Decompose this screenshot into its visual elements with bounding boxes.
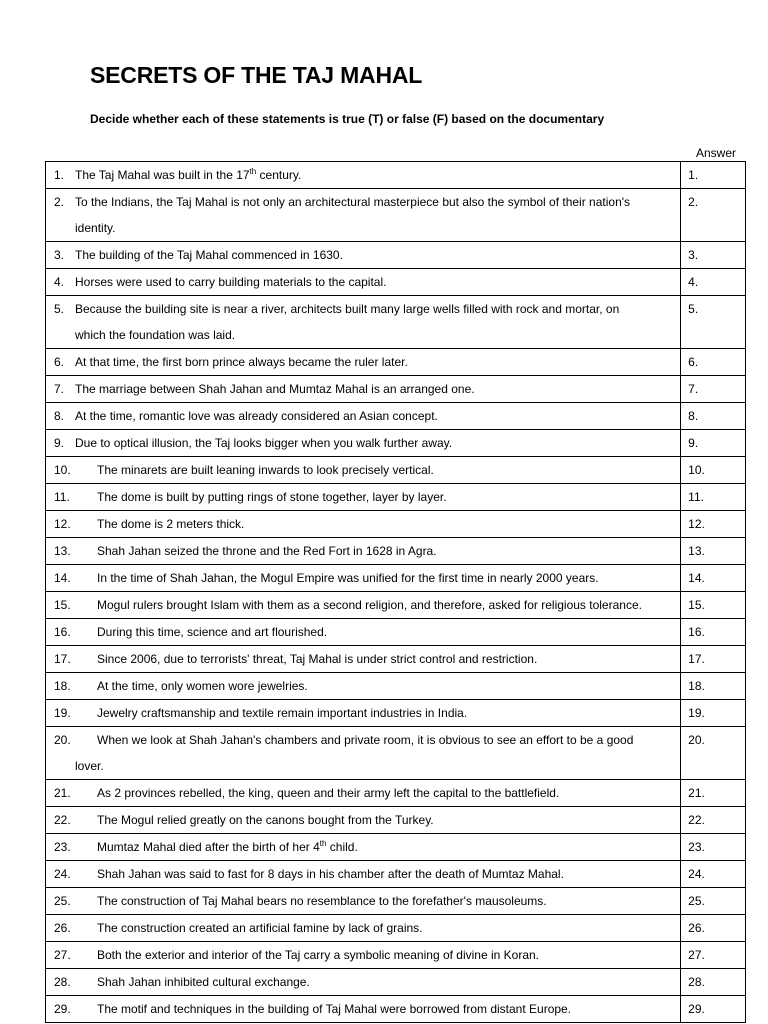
answer-cell[interactable]: 24. <box>681 861 746 888</box>
table-row <box>46 727 746 780</box>
answer-cell[interactable]: 25. <box>681 888 746 915</box>
ordinal-superscript: th <box>319 839 327 848</box>
statement-text-end: child. <box>326 840 358 854</box>
statement-number: 9. <box>54 436 65 450</box>
ordinal-superscript: th <box>249 167 257 176</box>
statement-cell <box>46 376 681 403</box>
page-title: SECRETS OF THE TAJ MAHAL <box>90 62 423 88</box>
statement-cell <box>46 780 681 807</box>
answer-cell[interactable]: 4. <box>681 269 746 296</box>
answer-cell[interactable]: 29. <box>681 996 746 1023</box>
statement-text: During this time, science and art flourished. <box>97 625 328 639</box>
table-row <box>46 189 746 242</box>
statement-text: The Mogul relied greatly on the canons bought from the Turkey. <box>97 813 434 827</box>
statement-cell <box>46 915 681 942</box>
statement-text: Jewelry craftsmanship and textile remain important industries in India. <box>97 706 468 720</box>
answer-cell[interactable]: 2. <box>681 189 746 242</box>
statement-number: 19. <box>54 706 71 720</box>
answer-cell[interactable]: 1. <box>681 162 746 189</box>
table-row <box>46 242 746 269</box>
answer-cell[interactable]: 5. <box>681 296 746 349</box>
table-row <box>46 619 746 646</box>
answer-cell[interactable]: 27. <box>681 942 746 969</box>
statement-number: 20. <box>54 733 71 747</box>
answer-cell[interactable]: 23. <box>681 834 746 861</box>
answer-cell[interactable]: 7. <box>681 376 746 403</box>
statement-cell <box>46 538 681 565</box>
statement-text: Mogul rulers brought Islam with them as a second religion, and therefore, asked for religious tolerance. <box>97 598 642 612</box>
statement-text: Because the building site is near a river, architects built many large wells filled with rock and mortar, on <box>75 302 620 316</box>
statement-cell <box>46 888 681 915</box>
table-row <box>46 915 746 942</box>
statement-text: The marriage between Shah Jahan and Mumtaz Mahal is an arranged one. <box>75 382 475 396</box>
statement-number: 11. <box>54 490 70 504</box>
statement-number: 3. <box>54 248 65 262</box>
statement-cell <box>46 592 681 619</box>
statement-cell <box>46 349 681 376</box>
statement-text: At the time, only women wore jewelries. <box>97 679 308 693</box>
table-row <box>46 646 746 673</box>
statement-cell <box>46 646 681 673</box>
answer-column-header: Answer <box>696 146 737 160</box>
statement-cell <box>46 565 681 592</box>
statement-number: 27. <box>54 948 71 962</box>
statements-table <box>45 161 746 1023</box>
statement-cell <box>46 700 681 727</box>
answer-cell[interactable]: 13. <box>681 538 746 565</box>
answer-cell[interactable]: 12. <box>681 511 746 538</box>
statement-number: 8. <box>54 409 65 423</box>
table-row <box>46 942 746 969</box>
table-row <box>46 780 746 807</box>
statement-text: The Taj Mahal was built in the 17 <box>75 168 250 182</box>
table-row <box>46 349 746 376</box>
answer-cell[interactable]: 26. <box>681 915 746 942</box>
table-row <box>46 538 746 565</box>
statement-number: 6. <box>54 355 65 369</box>
answer-cell[interactable]: 22. <box>681 807 746 834</box>
statement-cell <box>46 619 681 646</box>
statement-number: 23. <box>54 840 71 854</box>
statement-number: 24. <box>54 867 71 881</box>
statement-number: 1. <box>54 168 65 182</box>
statement-text: The minarets are built leaning inwards to look precisely vertical. <box>97 463 434 477</box>
answer-cell[interactable]: 3. <box>681 242 746 269</box>
statement-text: Due to optical illusion, the Taj looks bigger when you walk further away. <box>75 436 453 450</box>
table-row <box>46 700 746 727</box>
statement-cell <box>46 484 681 511</box>
statement-number: 17. <box>54 652 71 666</box>
statement-number: 22. <box>54 813 71 827</box>
answer-cell[interactable]: 15. <box>681 592 746 619</box>
statement-text: The building of the Taj Mahal commenced in 1630. <box>75 248 343 262</box>
statement-number: 16. <box>54 625 71 639</box>
statement-text: To the Indians, the Taj Mahal is not only an architectural masterpiece but also the symbol of their nation's <box>75 195 631 209</box>
answer-cell[interactable]: 16. <box>681 619 746 646</box>
statement-text: At the time, romantic love was already considered an Asian concept. <box>75 409 438 423</box>
statement-number: 7. <box>54 382 65 396</box>
statement-number: 13. <box>54 544 71 558</box>
statement-cell <box>46 942 681 969</box>
answer-cell[interactable]: 17. <box>681 646 746 673</box>
statement-number: 28. <box>54 975 71 989</box>
answer-cell[interactable]: 14. <box>681 565 746 592</box>
table-row <box>46 673 746 700</box>
statement-text: Horses were used to carry building materials to the capital. <box>75 275 387 289</box>
statement-number: 10. <box>54 463 71 477</box>
statement-cell <box>46 807 681 834</box>
statement-number: 5. <box>54 302 65 316</box>
statement-number: 15. <box>54 598 71 612</box>
answer-cell[interactable]: 21. <box>681 780 746 807</box>
answer-cell[interactable]: 8. <box>681 403 746 430</box>
table-row <box>46 861 746 888</box>
statement-text: Shah Jahan seized the throne and the Red Fort in 1628 in Agra. <box>97 544 437 558</box>
answer-cell[interactable]: 11. <box>681 484 746 511</box>
table-row <box>46 807 746 834</box>
statement-cell <box>46 296 681 349</box>
table-row <box>46 457 746 484</box>
statement-number: 25. <box>54 894 71 908</box>
table-row <box>46 484 746 511</box>
statement-number: 4. <box>54 275 65 289</box>
statement-text: Both the exterior and interior of the Taj carry a symbolic meaning of divine in Koran. <box>97 948 540 962</box>
statement-continuation: lover. <box>75 759 104 773</box>
statement-number: 12. <box>54 517 71 531</box>
statement-text: In the time of Shah Jahan, the Mogul Empire was unified for the first time in nearly 2000 years. <box>97 571 599 585</box>
table-row <box>46 376 746 403</box>
answer-cell[interactable]: 20. <box>681 727 746 780</box>
statement-text: The dome is 2 meters thick. <box>97 517 245 531</box>
statement-cell <box>46 996 681 1023</box>
table-row <box>46 592 746 619</box>
statement-continuation: identity. <box>75 221 116 235</box>
statement-text: When we look at Shah Jahan's chambers and private room, it is obvious to see an effort to be a good <box>97 733 634 747</box>
table-row <box>46 162 746 189</box>
statement-text: As 2 provinces rebelled, the king, queen and their army left the capital to the battlefield. <box>97 786 560 800</box>
table-row <box>46 403 746 430</box>
statement-cell <box>46 457 681 484</box>
statement-cell <box>46 162 681 189</box>
statement-cell <box>46 189 681 242</box>
statement-text: The dome is built by putting rings of stone together, layer by layer. <box>97 490 447 504</box>
answer-cell[interactable]: 28. <box>681 969 746 996</box>
statement-number: 2. <box>54 195 65 209</box>
statement-text: Mumtaz Mahal died after the birth of her 4 <box>97 840 320 854</box>
statement-continuation: which the foundation was laid. <box>75 328 236 342</box>
table-row <box>46 888 746 915</box>
answer-cell[interactable]: 10. <box>681 457 746 484</box>
answer-cell[interactable]: 6. <box>681 349 746 376</box>
statement-cell <box>46 430 681 457</box>
table-row <box>46 996 746 1023</box>
statement-cell <box>46 511 681 538</box>
statement-number: 26. <box>54 921 71 935</box>
statement-cell <box>46 727 681 780</box>
table-row <box>46 565 746 592</box>
statement-cell <box>46 242 681 269</box>
statement-cell <box>46 269 681 296</box>
statement-number: 14. <box>54 571 71 585</box>
table-row <box>46 834 746 861</box>
statement-cell <box>46 861 681 888</box>
statement-text: Shah Jahan inhibited cultural exchange. <box>97 975 310 989</box>
statement-text: The motif and techniques in the building of Taj Mahal were borrowed from distant Europe. <box>97 1002 572 1016</box>
answer-cell[interactable]: 19. <box>681 700 746 727</box>
answer-cell[interactable]: 18. <box>681 673 746 700</box>
table-row <box>46 296 746 349</box>
statement-number: 18. <box>54 679 71 693</box>
statement-text: The construction of Taj Mahal bears no resemblance to the forefather's mausoleums. <box>97 894 547 908</box>
table-row <box>46 269 746 296</box>
statement-text: The construction created an artificial famine by lack of grains. <box>97 921 423 935</box>
statement-cell <box>46 969 681 996</box>
statement-text: Since 2006, due to terrorists' threat, Taj Mahal is under strict control and restriction. <box>97 652 538 666</box>
statement-cell <box>46 673 681 700</box>
statement-text: At that time, the first born prince always became the ruler later. <box>75 355 408 369</box>
statement-number: 21. <box>54 786 71 800</box>
table-row <box>46 511 746 538</box>
statement-text-end: century. <box>256 168 302 182</box>
table-row <box>46 430 746 457</box>
statements-table-body <box>46 162 746 1023</box>
statement-text: Shah Jahan was said to fast for 8 days in his chamber after the death of Mumtaz Mahal. <box>97 867 564 881</box>
statement-cell <box>46 403 681 430</box>
statement-number: 29. <box>54 1002 71 1016</box>
answer-cell[interactable]: 9. <box>681 430 746 457</box>
instruction-text: Decide whether each of these statements is true (T) or false (F) based on the documentary <box>90 112 605 126</box>
statement-cell <box>46 834 681 861</box>
table-row <box>46 969 746 996</box>
